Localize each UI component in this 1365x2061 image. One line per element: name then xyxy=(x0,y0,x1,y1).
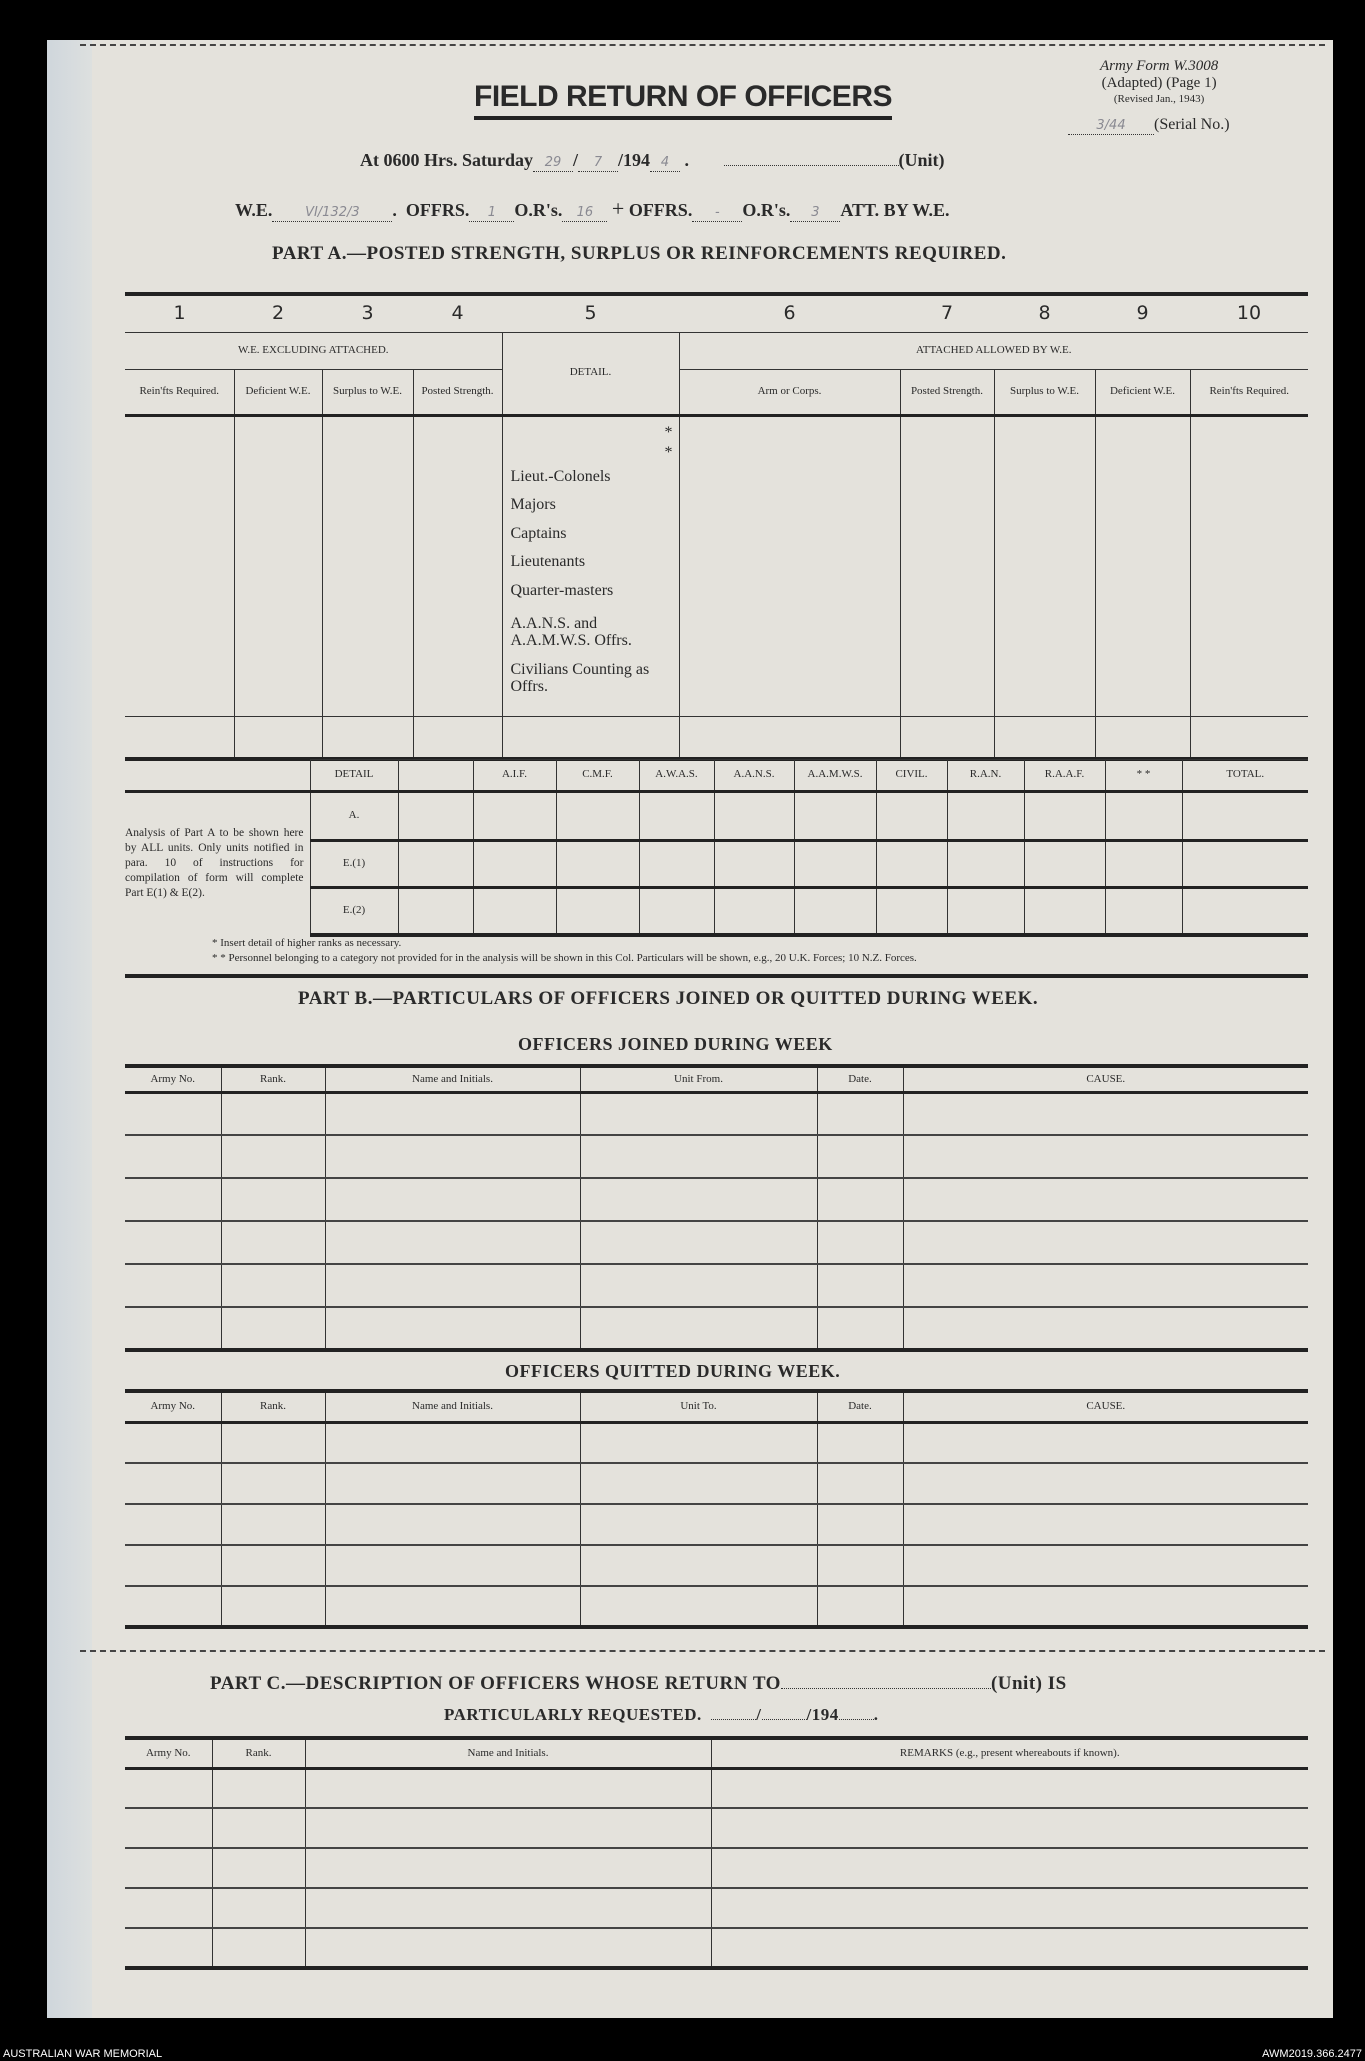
analysis-row-label: E.(1) xyxy=(310,841,398,888)
entry-cell[interactable] xyxy=(903,1545,1308,1586)
entry-cell[interactable] xyxy=(212,1768,305,1808)
table-row xyxy=(125,1586,1308,1627)
entry-cell[interactable] xyxy=(221,1586,325,1627)
entry-cell[interactable] xyxy=(903,1504,1308,1545)
entry-cell[interactable] xyxy=(221,1463,325,1504)
column-header: Rank. xyxy=(221,1066,325,1092)
analysis-row-label: A. xyxy=(310,792,398,841)
entry-cell[interactable] xyxy=(125,1135,221,1178)
handwritten-ors-2: 3 xyxy=(790,205,840,222)
footnote-2: * * Personnel belonging to a category not provided for in the analysis will be shown in this Col. Particulars will be shown, e.g., 20 U.K. Forces; 10 N.Z. Forces. xyxy=(212,952,917,964)
subheader: Rein'fts Required. xyxy=(1190,369,1308,415)
entry-cell[interactable] xyxy=(817,1092,903,1135)
column-header: CAUSE. xyxy=(903,1066,1308,1092)
rank-rows xyxy=(125,415,1308,716)
analysis-header: TOTAL. xyxy=(1182,760,1308,792)
entry-cell[interactable] xyxy=(817,1463,903,1504)
entry-cell[interactable] xyxy=(580,1092,817,1135)
subheader: Arm or Corps. xyxy=(679,369,900,415)
col-number: 5 xyxy=(502,294,679,332)
entry-cell[interactable] xyxy=(903,1307,1308,1350)
analysis-header: DETAIL xyxy=(310,760,398,792)
entry-cell[interactable] xyxy=(325,1504,580,1545)
entry-cell[interactable] xyxy=(221,1307,325,1350)
entry-cell[interactable] xyxy=(212,1808,305,1848)
entry-cell[interactable] xyxy=(325,1178,580,1221)
entry-cell[interactable] xyxy=(817,1264,903,1307)
entry-cell[interactable] xyxy=(305,1928,711,1968)
part-c-unit: (Unit) IS xyxy=(990,1673,1067,1694)
analysis-header: A.W.A.S. xyxy=(639,760,714,792)
table-row xyxy=(125,1463,1308,1504)
analysis-header: A.A.N.S. xyxy=(714,760,794,792)
form-line-3: (Revised Jan., 1943) xyxy=(1113,92,1205,105)
col-number: 10 xyxy=(1190,294,1308,332)
entry-cell[interactable] xyxy=(322,415,413,716)
entry-cell[interactable] xyxy=(305,1848,711,1888)
entry-cell[interactable] xyxy=(325,1422,580,1463)
detail-header: DETAIL. xyxy=(502,332,679,415)
rank-aans-aamws: A.A.N.S. and A.A.M.W.S. Offrs. xyxy=(510,614,632,650)
footer-credit: AUSTRALIAN WAR MEMORIAL xyxy=(3,2048,163,2060)
entry-cell[interactable] xyxy=(711,1808,1308,1848)
rank-civilians: Civilians Counting as Offrs. xyxy=(510,660,650,696)
entry-cell[interactable] xyxy=(580,1586,817,1627)
entry-cell[interactable] xyxy=(580,1264,817,1307)
column-numbers-row xyxy=(125,294,1308,332)
subheader: Posted Strength. xyxy=(900,369,994,415)
col-number: 2 xyxy=(234,294,322,332)
total-cell[interactable] xyxy=(413,716,502,759)
header-row xyxy=(125,1391,1308,1422)
table-row xyxy=(125,1888,1308,1928)
col-number: 7 xyxy=(900,294,994,332)
rank-quarter-masters: Quarter-masters xyxy=(510,581,614,599)
entry-cell[interactable] xyxy=(221,1422,325,1463)
entry-cell[interactable] xyxy=(903,1422,1308,1463)
rank-star: * xyxy=(664,443,673,461)
entry-cell[interactable] xyxy=(711,1848,1308,1888)
serial-field[interactable] xyxy=(1068,116,1230,135)
entry-cell[interactable] xyxy=(125,1768,212,1808)
entry-cell[interactable] xyxy=(817,1135,903,1178)
ors-label-1: O.R's. xyxy=(514,200,563,220)
header-row xyxy=(125,1738,1308,1768)
table-row xyxy=(125,1092,1308,1135)
entry-cell[interactable] xyxy=(125,1504,221,1545)
entry-cell[interactable] xyxy=(325,1545,580,1586)
rank-majors: Majors xyxy=(510,496,556,513)
entry-cell[interactable] xyxy=(125,1463,221,1504)
table-row xyxy=(125,1307,1308,1350)
entry-cell[interactable] xyxy=(711,1768,1308,1808)
footnote-1: * Insert detail of higher ranks as necessary. xyxy=(212,937,402,949)
entry-cell[interactable] xyxy=(125,1848,212,1888)
handwritten-month: 7 xyxy=(578,155,618,172)
entry-cell[interactable] xyxy=(994,415,1095,716)
total-cell[interactable] xyxy=(234,716,322,759)
footer-id: AWM2019.366.2477 xyxy=(1262,2048,1362,2060)
analysis-header: A.I.F. xyxy=(473,760,556,792)
entry-cell[interactable] xyxy=(580,1504,817,1545)
analysis-header: R.A.A.F. xyxy=(1024,760,1105,792)
entry-cell[interactable] xyxy=(325,1307,580,1350)
col-number: 9 xyxy=(1095,294,1190,332)
form-line-2: (Adapted) (Page 1) xyxy=(1101,75,1217,92)
entry-cell[interactable] xyxy=(221,1178,325,1221)
entry-cell[interactable] xyxy=(580,1135,817,1178)
entry-cell[interactable] xyxy=(580,1463,817,1504)
column-header: Rank. xyxy=(212,1738,305,1768)
column-header: Date. xyxy=(817,1391,903,1422)
entry-cell[interactable] xyxy=(817,1221,903,1264)
handwritten-year: 4 xyxy=(650,155,680,172)
entry-cell[interactable] xyxy=(817,1307,903,1350)
table-row xyxy=(125,1422,1308,1463)
quitted-title: OFFICERS QUITTED DURING WEEK. xyxy=(505,1361,841,1381)
analysis-header-row xyxy=(125,760,1308,792)
entry-cell[interactable] xyxy=(212,1888,305,1928)
date-unit-line: At 0600 Hrs. Saturday 29 / 7 /194 4 . (Unit) xyxy=(360,150,945,170)
date-prefix: At 0600 Hrs. Saturday xyxy=(360,150,534,170)
entry-cell[interactable] xyxy=(212,1848,305,1888)
entry-cell[interactable] xyxy=(305,1768,711,1808)
table-row xyxy=(125,1178,1308,1221)
total-cell[interactable] xyxy=(322,716,413,759)
entry-cell[interactable] xyxy=(125,1307,221,1350)
serial-label: (Serial No.) xyxy=(1154,116,1230,133)
col-number: 4 xyxy=(413,294,502,332)
entry-cell[interactable] xyxy=(817,1545,903,1586)
subheader: Deficient W.E. xyxy=(1095,369,1190,415)
total-row xyxy=(125,716,1308,759)
col-number: 6 xyxy=(679,294,900,332)
total-cell[interactable] xyxy=(502,716,679,759)
entry-cell[interactable] xyxy=(305,1888,711,1928)
column-header: Date. xyxy=(817,1066,903,1092)
entry-cell[interactable] xyxy=(325,1264,580,1307)
table-row xyxy=(125,1928,1308,1968)
entry-cell[interactable] xyxy=(413,415,502,716)
analysis-note: Analysis of Part A to be shown here by ALL units. Only units notified in para. 10 of instructions for compilation of form will complete Part E(1) & E(2). xyxy=(125,827,304,900)
table-row xyxy=(125,1221,1308,1264)
entry-cell[interactable] xyxy=(900,415,994,716)
analysis-header: C.M.F. xyxy=(556,760,639,792)
entry-cell[interactable] xyxy=(325,1221,580,1264)
column-header: Rank. xyxy=(221,1391,325,1422)
column-header: Unit From. xyxy=(580,1066,817,1092)
entry-cell[interactable] xyxy=(817,1178,903,1221)
rank-lieut-colonels: Lieut.-Colonels xyxy=(510,467,611,485)
entry-cell[interactable] xyxy=(221,1135,325,1178)
att-by-we-label: ATT. BY W.E. xyxy=(840,200,950,220)
entry-cell[interactable] xyxy=(125,1221,221,1264)
entry-cell[interactable] xyxy=(325,1586,580,1627)
entry-cell[interactable] xyxy=(305,1808,711,1848)
ors-label-2: O.R's. xyxy=(742,200,791,220)
entry-cell[interactable] xyxy=(711,1888,1308,1928)
analysis-table xyxy=(125,759,1308,937)
column-header: Name and Initials. xyxy=(305,1738,711,1768)
table-row xyxy=(125,1768,1308,1808)
handwritten-we: VI/132/3 xyxy=(272,205,392,222)
entry-cell[interactable] xyxy=(325,1135,580,1178)
entry-cell[interactable] xyxy=(125,1092,221,1135)
handwritten-serial: 3/44 xyxy=(1068,118,1154,135)
joined-table xyxy=(125,1064,1308,1352)
column-header: Army No. xyxy=(125,1391,221,1422)
entry-cell[interactable] xyxy=(580,1422,817,1463)
entry-cell[interactable] xyxy=(1190,415,1308,716)
rank-star: * xyxy=(664,423,673,441)
entry-cell[interactable] xyxy=(221,1221,325,1264)
entry-cell[interactable] xyxy=(221,1504,325,1545)
analysis-header: * * xyxy=(1105,760,1182,792)
entry-cell[interactable] xyxy=(221,1545,325,1586)
entry-cell[interactable] xyxy=(580,1307,817,1350)
sub-header-row xyxy=(125,369,1308,415)
part-a-heading: PART A.—POSTED STRENGTH, SURPLUS OR REINFORCEMENTS REQUIRED. xyxy=(272,243,1007,264)
we-label: W.E. xyxy=(235,200,273,220)
entry-cell[interactable] xyxy=(903,1463,1308,1504)
table-row xyxy=(125,1504,1308,1545)
column-header: Name and Initials. xyxy=(325,1066,580,1092)
rank-list xyxy=(502,415,679,716)
form-number xyxy=(1100,58,1218,105)
entry-cell[interactable] xyxy=(221,1264,325,1307)
entry-cell[interactable] xyxy=(580,1178,817,1221)
entry-cell[interactable] xyxy=(125,1586,221,1627)
entry-cell[interactable] xyxy=(1095,415,1190,716)
entry-cell[interactable] xyxy=(212,1928,305,1968)
part-c-year: /194 xyxy=(806,1705,839,1724)
part-c-heading-text: PART C.—DESCRIPTION OF OFFICERS WHOSE RETURN TO xyxy=(210,1673,781,1694)
entry-cell[interactable] xyxy=(817,1586,903,1627)
offrs-label-2: OFFRS. xyxy=(628,200,693,220)
we-line: W.E. VI/132/3 . OFFRS. 1 O.R's. 16 + OFFRS. - O.R's. 3 ATT. BY W.E. xyxy=(235,196,950,221)
entry-cell[interactable] xyxy=(125,1422,221,1463)
entry-cell[interactable] xyxy=(125,1264,221,1307)
table-row xyxy=(125,1545,1308,1586)
entry-cell[interactable] xyxy=(903,1221,1308,1264)
paper-edge xyxy=(47,40,92,2018)
handwritten-offrs-1: 1 xyxy=(469,205,514,222)
column-header: REMARKS (e.g., present whereabouts if known). xyxy=(711,1738,1308,1768)
entry-cell[interactable] xyxy=(125,1178,221,1221)
entry-cell[interactable] xyxy=(325,1092,580,1135)
entry-cell[interactable] xyxy=(903,1092,1308,1135)
table-row xyxy=(125,1264,1308,1307)
analysis-row-a xyxy=(125,792,1308,841)
particularly-requested: PARTICULARLY REQUESTED. xyxy=(444,1705,702,1724)
entry-cell[interactable] xyxy=(711,1928,1308,1968)
col-number: 3 xyxy=(322,294,413,332)
column-header: Army No. xyxy=(125,1066,221,1092)
part-b-heading: PART B.—PARTICULARS OF OFFICERS JOINED OR QUITTED DURING WEEK. xyxy=(298,988,1039,1009)
date-year: /194 xyxy=(618,150,651,170)
col-number: 8 xyxy=(994,294,1095,332)
plus-sign: + xyxy=(611,196,625,221)
entry-cell[interactable] xyxy=(234,415,322,716)
entry-cell[interactable] xyxy=(125,415,234,716)
subheader: Surplus to W.E. xyxy=(994,369,1095,415)
analysis-header: A.A.M.W.S. xyxy=(794,760,876,792)
total-cell[interactable] xyxy=(125,716,234,759)
header-row xyxy=(125,1066,1308,1092)
form-line-1: Army Form W.3008 xyxy=(1100,58,1219,74)
column-header: Name and Initials. xyxy=(325,1391,580,1422)
page-title: FIELD RETURN OF OFFICERS xyxy=(474,80,892,120)
total-cell[interactable] xyxy=(900,716,994,759)
rank-captains: Captains xyxy=(510,524,567,542)
perforation-line xyxy=(80,1650,1325,1652)
part-a-table xyxy=(125,292,1308,761)
table-row xyxy=(125,1808,1308,1848)
subheader: Surplus to W.E. xyxy=(322,369,413,415)
divider xyxy=(125,974,1308,978)
quitted-table xyxy=(125,1389,1308,1629)
subheader: Posted Strength. xyxy=(413,369,502,415)
handwritten-offrs-2: - xyxy=(692,205,742,222)
analysis-header: R.A.N. xyxy=(947,760,1024,792)
entry-cell[interactable] xyxy=(817,1504,903,1545)
analysis-header: CIVIL. xyxy=(876,760,947,792)
perforation-top xyxy=(80,44,1325,46)
column-header: Army No. xyxy=(125,1738,212,1768)
handwritten-day: 29 xyxy=(533,155,573,172)
entry-cell[interactable] xyxy=(125,1808,212,1848)
part-c-heading xyxy=(210,1673,1067,1695)
handwritten-ors-1: 16 xyxy=(562,205,607,222)
total-cell[interactable] xyxy=(1095,716,1190,759)
attached-allowed-header: ATTACHED ALLOWED BY W.E. xyxy=(679,332,1308,369)
column-header: Unit To. xyxy=(580,1391,817,1422)
entry-cell[interactable] xyxy=(125,1888,212,1928)
entry-cell[interactable] xyxy=(903,1264,1308,1307)
entry-cell[interactable] xyxy=(580,1545,817,1586)
entry-cell[interactable] xyxy=(903,1135,1308,1178)
entry-cell[interactable] xyxy=(221,1092,325,1135)
group-header-row xyxy=(125,332,1308,369)
entry-cell[interactable] xyxy=(325,1463,580,1504)
joined-title: OFFICERS JOINED DURING WEEK xyxy=(518,1034,833,1054)
column-header: CAUSE. xyxy=(903,1391,1308,1422)
subheader: Deficient W.E. xyxy=(234,369,322,415)
entry-cell[interactable] xyxy=(125,1928,212,1968)
analysis-row-label: E.(2) xyxy=(310,888,398,935)
offrs-label-1: OFFRS. xyxy=(405,200,470,220)
total-cell[interactable] xyxy=(994,716,1095,759)
part-c-line2: PARTICULARLY REQUESTED. / /194 . xyxy=(444,1705,879,1724)
entry-cell[interactable] xyxy=(125,1545,221,1586)
analysis-header xyxy=(398,760,473,792)
entry-cell[interactable] xyxy=(817,1422,903,1463)
entry-cell[interactable] xyxy=(903,1586,1308,1627)
entry-cell[interactable] xyxy=(903,1178,1308,1221)
total-cell[interactable] xyxy=(1190,716,1308,759)
we-excluding-attached-header: W.E. EXCLUDING ATTACHED. xyxy=(125,332,502,369)
total-cell[interactable] xyxy=(679,716,900,759)
table-row xyxy=(125,1848,1308,1888)
col-number: 1 xyxy=(125,294,234,332)
unit-label: (Unit) xyxy=(898,150,945,170)
table-row xyxy=(125,1135,1308,1178)
subheader: Rein'fts Required. xyxy=(125,369,234,415)
entry-cell[interactable] xyxy=(580,1221,817,1264)
part-c-table xyxy=(125,1736,1308,1970)
rank-lieutenants: Lieutenants xyxy=(510,553,586,570)
entry-cell[interactable] xyxy=(679,415,900,716)
